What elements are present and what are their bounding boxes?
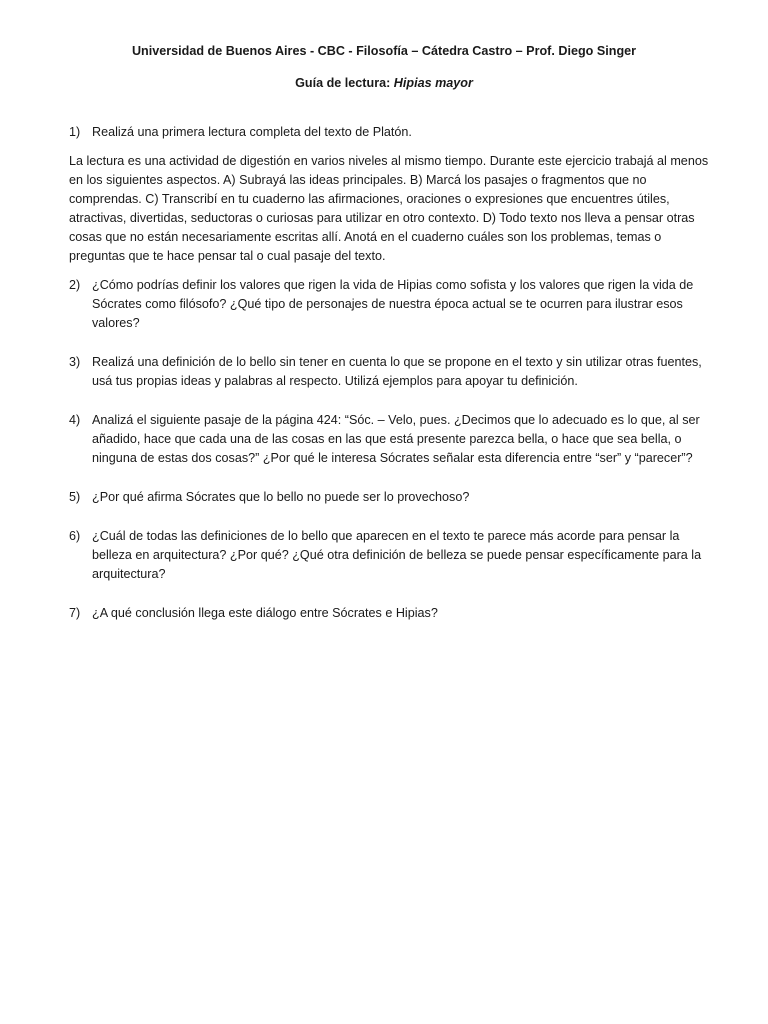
- list-item: [69, 123, 719, 142]
- list-item: [69, 353, 719, 391]
- item-number: 1): [69, 125, 81, 139]
- document-body: [69, 123, 719, 623]
- item-number: 7): [69, 606, 81, 620]
- list-item: [69, 488, 719, 507]
- item-number: 5): [69, 490, 81, 504]
- document-header: Universidad de Buenos Aires - CBC - Filosofía – Cátedra Castro – Prof. Diego Singer: [131, 44, 637, 58]
- intro-paragraph: La lectura es una actividad de digestión en varios niveles al mismo tiempo. Durante este ejercicio trabajá al menos en los siguientes aspectos. A) Subrayá las ideas principales. B) Marcá los pasajes o fragmentos que no comprendas. C) Transcribí en tu cuaderno las afirmaciones, oraciones o expresiones que encuentres útiles, atractivas, divertidas, seductoras o curiosas para utilizar en otro contexto. D) Todo texto nos lleva a pensar otras cosas que no están necesariamente escritas allí. Anotá en el cuaderno cuáles son los problemas, temas o preguntas que te hace pensar tal o cual pasaje del texto.: [69, 154, 709, 263]
- item-number: 2): [69, 278, 81, 292]
- item-number: 6): [69, 529, 81, 543]
- item-number: 3): [69, 355, 81, 369]
- item-text: Realizá una definición de lo bello sin tener en cuenta lo que se propone en el texto y sin utilizar otras fuentes, usá tus propias ideas y palabras al respecto. Utilizá ejemplos para apoyar tu definición.: [92, 355, 702, 388]
- item-text: ¿Cómo podrías definir los valores que rigen la vida de Hipias como sofista y los valores que rigen la vida de Sócrates como filósofo? ¿Qué tipo de personajes de nuestra época actual se te ocurren para ilustrar esos valores?: [92, 278, 694, 330]
- list-item: [69, 527, 719, 584]
- item-number: 4): [69, 413, 81, 427]
- list-item: [69, 411, 719, 468]
- item-text: ¿Cuál de todas las definiciones de lo bello que aparecen en el texto te parece más acorde para pensar la belleza en arquitectura? ¿Por qué? ¿Qué otra definición de belleza se puede pensar específicamente para la arquitectura?: [92, 529, 702, 581]
- item-text: ¿A qué conclusión llega este diálogo entre Sócrates e Hipias?: [92, 606, 438, 620]
- item-text: ¿Por qué afirma Sócrates que lo bello no puede ser lo provechoso?: [92, 490, 470, 504]
- list-item: [69, 276, 719, 333]
- item-text: Realizá una primera lectura completa del texto de Platón.: [92, 125, 412, 139]
- guide-label: Guía de lectura:: [295, 76, 394, 90]
- guide-title: [0, 75, 768, 91]
- item-text: Analizá el siguiente pasaje de la página 424: “Sóc. – Velo, pues. ¿Decimos que lo adecuado es lo que, al ser añadido, hace que cada una de las cosas en las que está presente parezca bella, o hace que sea bella, o ninguna de estas dos cosas?” ¿Por qué le interesa Sócrates señalar esta diferencia entre “ser” y “parecer”?: [92, 413, 700, 465]
- list-item: [69, 604, 719, 623]
- guide-work-title: Hipias mayor: [393, 76, 473, 90]
